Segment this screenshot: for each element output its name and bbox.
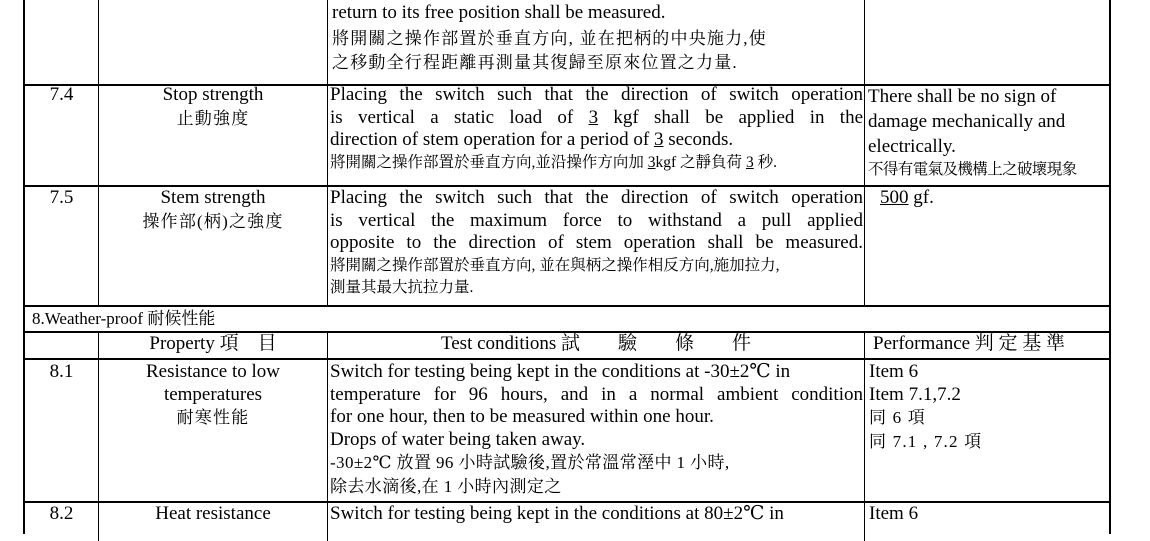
duration-value: 3	[653, 129, 664, 150]
conditions-7-5	[330, 187, 863, 299]
property-zh: 止動強度	[176, 108, 250, 128]
max-pull-value: 500	[880, 187, 909, 208]
performance-7-4	[868, 84, 1113, 181]
condition-text-zh: 將開關之操作部置於垂直方向, 並在把柄的中央施力,使	[332, 28, 767, 48]
condition-text-part: direction of stem operation for a period of	[330, 129, 654, 150]
condition-text: for one hour, then to be measured within one hour.	[330, 406, 714, 427]
performance-text: There shall be no sign of	[868, 86, 1057, 107]
condition-text-zh: 之移動全行程距離再測量其復歸至原來位置之力量.	[332, 52, 738, 72]
section-8-title: 8.Weather-proof 耐候性能	[32, 309, 216, 328]
property-en: Resistance to low	[145, 361, 281, 382]
condition-text-part: is vertical a static load of	[330, 106, 589, 128]
spec-table	[23, 0, 1111, 534]
performance-8-2: Item 6	[869, 503, 919, 524]
condition-text-zh: -30±2℃ 放置 96 小時試驗後,置於常溫常溼中 1 小時,	[330, 453, 730, 472]
item-number-8-2: 8.2	[49, 503, 74, 524]
performance-8-1	[869, 361, 1113, 454]
condition-text-part: kgf 之靜負荷	[655, 153, 746, 171]
performance-text-zh: 不得有電氣及機構上之破壞現象	[868, 161, 1077, 178]
property-7-4	[99, 84, 327, 131]
property-en: Stop strength	[162, 84, 264, 105]
row-divider-section-8	[25, 305, 1109, 307]
condition-text: Drops of water being taken away.	[330, 428, 586, 450]
performance-7-5	[880, 187, 1110, 210]
condition-text: opposite to the direction of stem operation shall be measured.	[330, 232, 863, 253]
property-en: Stem strength	[160, 187, 266, 208]
conditions-7-4	[330, 84, 863, 174]
performance-text: Item 7.1,7.2	[869, 383, 961, 405]
property-7-5	[99, 187, 327, 234]
condition-text: Placing the switch such that the direction of switch operation	[330, 187, 863, 208]
condition-text-zh: 測量其最大抗拉力量.	[330, 278, 474, 296]
col-divider-2b	[327, 331, 328, 541]
property-8-2: Heat resistance	[155, 503, 271, 524]
condition-text: is vertical the maximum force to withstand a pull applied	[330, 209, 863, 231]
condition-text-part: 秒.	[753, 153, 777, 171]
condition-text	[330, 129, 863, 152]
condition-text-part: seconds.	[663, 129, 734, 150]
header-performance: Performance 判 定 基 準	[873, 333, 1066, 354]
condition-text-part: kgf shall be applied in the	[598, 106, 863, 128]
performance-text-zh: 同 7.1 , 7.2 項	[869, 432, 983, 451]
load-value: 3	[647, 153, 656, 171]
item-number-7-5: 7.5	[49, 187, 74, 208]
item-number-8-1: 8.1	[49, 361, 74, 382]
header-property: Property 項 目	[149, 333, 277, 354]
max-pull-unit: gf.	[908, 187, 934, 208]
property-zh: 操作部(柄)之強度	[142, 211, 284, 231]
condition-text	[330, 107, 863, 130]
performance-text: Item 6	[869, 361, 919, 382]
condition-text: Switch for testing being kept in the conditions at -30±2℃ in	[330, 361, 791, 382]
section-title	[32, 308, 832, 330]
condition-text-zh	[330, 152, 863, 174]
duration-value: 3	[745, 153, 754, 171]
condition-text-part: 將開關之操作部置於垂直方向,並沿操作方向加	[330, 153, 648, 171]
performance-text-zh: 同 6 項	[869, 408, 926, 427]
row-top-conditions	[332, 2, 862, 75]
load-value: 3	[588, 106, 599, 128]
condition-text-zh: 將開關之操作部置於垂直方向, 並在與柄之操作相反方向,施加拉力,	[330, 256, 780, 274]
property-8-1	[99, 361, 327, 430]
condition-text: Placing the switch such that the direction of switch operation	[330, 84, 863, 105]
property-en: temperatures	[163, 383, 263, 405]
col-divider-3b	[864, 331, 865, 541]
performance-text: electrically.	[868, 136, 956, 157]
col-divider-1	[98, 0, 99, 306]
condition-text: temperature for 96 hours, and in a normal ambient condition	[330, 383, 863, 405]
conditions-8-2: Switch for testing being kept in the conditions at 80±2℃ in	[330, 503, 784, 524]
col-divider-2	[327, 0, 328, 306]
condition-text-zh: 除去水滴後,在 1 小時內測定之	[330, 477, 562, 496]
col-divider-3	[864, 0, 865, 306]
row-divider-8-1	[25, 358, 1109, 360]
item-number-7-4: 7.4	[49, 84, 74, 105]
performance-text: damage mechanically and	[868, 111, 1066, 132]
header-test-conditions: Test conditions 試 驗 條 件	[440, 333, 752, 354]
property-zh: 耐寒性能	[176, 408, 250, 427]
condition-text: return to its free position shall be measured.	[332, 2, 666, 23]
conditions-8-1	[330, 361, 863, 499]
